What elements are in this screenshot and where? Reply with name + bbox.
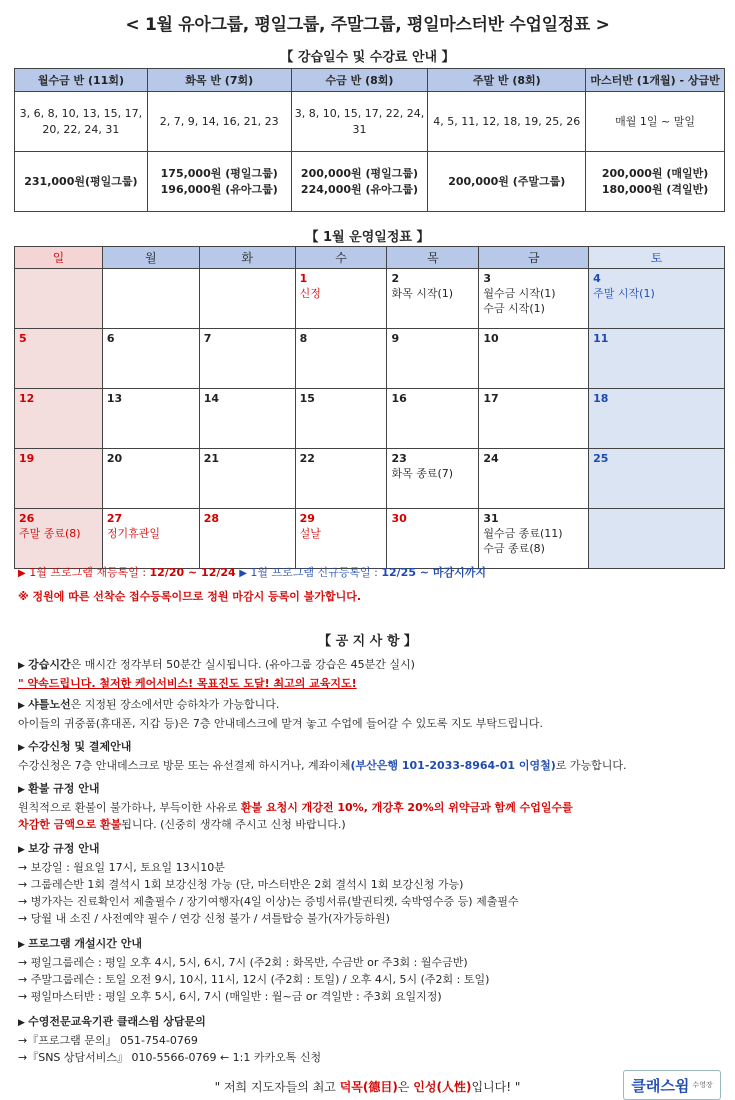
calendar-day-cell	[15, 509, 103, 569]
refund-text-end: 됩니다. (신중히 생각해 주시고 신청 바랍니다.)	[121, 818, 346, 831]
shuttle-text: 은 지정된 장소에서만 승하차가 가능합니다.	[70, 698, 280, 711]
day-number: 18	[593, 392, 609, 405]
calendar-heading: 【 1월 운영일정표 】	[305, 230, 430, 245]
makeup-item: → 그룹레슨반 1회 결석시 1회 보강신청 가능 (단, 마스터반은 2회 결석시 1회 보강신청 가능)	[18, 878, 464, 891]
calendar-day-cell	[479, 389, 589, 449]
fee-price: 200,000원 (매일반)	[601, 166, 709, 180]
day-number: 10	[483, 332, 499, 345]
contact-item: →『SNS 상담서비스』 010-5566-0769 ← 1:1 카카오톡 신청	[18, 1051, 322, 1064]
calendar-week-row	[15, 389, 725, 449]
fee-price-cell	[428, 152, 586, 212]
day-number: 9	[391, 332, 400, 345]
contact-block	[18, 1013, 723, 1066]
fee-dates-row	[15, 92, 725, 152]
calendar-day-cell	[387, 509, 479, 569]
shuttle-block	[18, 696, 723, 732]
promise-text: " 약속드립니다. 철저한 케어서비스! 목표진도 도달! 최고의 교육지도!	[18, 677, 357, 690]
registration-warning	[18, 588, 723, 605]
calendar-week-row	[15, 509, 725, 569]
calendar-day-cell	[102, 329, 199, 389]
calendar-day-cell	[199, 509, 295, 569]
day-number: 29	[299, 512, 315, 525]
day-number: 31	[483, 512, 499, 525]
logo-text: 클래스윔	[631, 1076, 690, 1095]
fee-prices-row	[15, 152, 725, 212]
open-times-item: → 평일마스터반 : 평일 오후 5시, 6시, 7시 (매일반 : 월~금 or 격일반 : 주3회 요일지정)	[18, 990, 442, 1003]
day-event: 주말 종료(8)	[19, 527, 81, 540]
makeup-item: → 병가자는 진료확인서 제출필수 / 장기여행자(4일 이상)는 증빙서류(발권티켓, 숙박영수증 등) 제출필수	[18, 895, 519, 908]
fee-price-cell	[147, 152, 291, 212]
day-event: 화목 시작(1)	[391, 287, 454, 300]
fee-col-header: 주말 반 (8회)	[428, 69, 586, 92]
calendar-day-cell	[295, 269, 387, 329]
fee-price-cell	[291, 152, 428, 212]
notice-heading: 【 공 지 사 항 】	[318, 634, 417, 649]
weekday-header: 금	[479, 247, 589, 269]
weekday-header: 수	[295, 247, 387, 269]
refund-penalty: 환불 요청시 개강전 10%, 개강후 20%의 위약금과 함께 수업일수를	[240, 801, 573, 814]
calendar-table	[14, 246, 725, 569]
fee-dates-cell: 매월 1일 ~ 말일	[586, 92, 725, 152]
calendar-day-cell	[102, 509, 199, 569]
calendar-day-cell	[199, 269, 295, 329]
contact-title: ▶ 수영전문교육기관 클래스윔 상담문의	[18, 1013, 723, 1032]
day-number: 28	[203, 512, 220, 525]
day-number: 6	[106, 332, 115, 345]
payment-block	[18, 738, 723, 774]
refund-title: ▶ 환불 규정 안내	[18, 780, 723, 799]
day-number: 12	[19, 392, 35, 405]
warning-text: ※ 정원에 따른 선착순 접수등록이므로 정원 마감시 등록이 불가합니다.	[18, 590, 362, 603]
weekday-header: 화	[199, 247, 295, 269]
shuttle-title: ▶ 샤틀노선	[18, 698, 71, 711]
day-event: 월수금 종료(11)	[483, 527, 563, 540]
calendar-day-cell	[589, 329, 725, 389]
fee-price-cell	[586, 152, 725, 212]
day-number: 19	[19, 452, 35, 465]
day-event: 수금 시작(1)	[483, 302, 545, 315]
calendar-day-cell	[199, 329, 295, 389]
day-event: 화목 종료(7)	[391, 467, 454, 480]
bank-account: (부산은행 101-2033-8964-01 이영철)	[350, 759, 556, 772]
calendar-day-cell	[199, 389, 295, 449]
day-event: 주말 시작(1)	[593, 287, 655, 300]
calendar-day-cell	[15, 449, 103, 509]
calendar-day-cell	[479, 329, 589, 389]
day-event: 설날	[299, 527, 321, 540]
slogan-virtue: 덕목(德目)	[339, 1080, 398, 1094]
day-number: 25	[593, 452, 609, 465]
day-number: 7	[203, 332, 212, 345]
fee-price: 200,000원 (평일그룹)	[300, 166, 419, 180]
fee-header-row	[15, 69, 725, 92]
makeup-title: ▶ 보강 규정 안내	[18, 840, 723, 859]
day-number: 11	[593, 332, 609, 345]
slogan-character: 인성(人性)	[413, 1080, 472, 1094]
day-number: 17	[483, 392, 499, 405]
calendar-day-cell	[589, 389, 725, 449]
calendar-day-cell	[199, 449, 295, 509]
fee-col-header: 수금 반 (8회)	[291, 69, 428, 92]
payment-text-end: 로 가능합니다.	[555, 759, 627, 772]
day-number: 22	[299, 452, 315, 465]
makeup-block	[18, 840, 723, 927]
day-number: 8	[299, 332, 308, 345]
calendar-week-row	[15, 269, 725, 329]
logo-subtext: 수영장	[692, 1081, 713, 1089]
refund-deduction: 차감한 금액으로 환불	[18, 818, 122, 831]
calendar-day-cell	[387, 449, 479, 509]
newreg-label: 1월 프로그램 신규등록일 :	[250, 566, 382, 579]
fee-dates-cell: 2, 7, 9, 14, 16, 21, 23	[147, 92, 291, 152]
payment-title: ▶ 수강신청 및 결제안내	[18, 738, 723, 757]
day-number: 23	[391, 452, 407, 465]
slogan-text: " 저희 지도자들의 최고	[214, 1080, 340, 1094]
calendar-day-cell	[387, 389, 479, 449]
day-number: 27	[106, 512, 123, 525]
calendar-day-cell	[479, 269, 589, 329]
weekday-row	[15, 247, 725, 269]
weekday-header: 목	[387, 247, 479, 269]
fee-price: 224,000원 (유아그룹)	[300, 182, 419, 196]
day-number: 21	[203, 452, 220, 465]
weekday-header: 월	[102, 247, 199, 269]
payment-text: 수강신청은 7층 안내데스크로 방문 또는 유선결제 하시거나, 계좌이체	[18, 759, 351, 772]
fee-price: 200,000원 (주말그룹)	[448, 174, 566, 188]
calendar-day-cell	[387, 269, 479, 329]
makeup-item: → 보강일 : 월요일 17시, 토요일 13시10분	[18, 861, 225, 874]
triangle-right-icon: ▶	[18, 568, 26, 579]
day-number: 14	[203, 392, 220, 405]
open-times-title: ▶ 프로그램 개설시간 안내	[18, 935, 723, 954]
class-time-text: 은 매시간 정각부터 50분간 실시됩니다. (유아그룹 강습은 45분간 실시)	[70, 658, 415, 671]
calendar-week-row	[15, 329, 725, 389]
refund-block	[18, 780, 723, 833]
day-number: 20	[106, 452, 123, 465]
page-title: < 1월 유아그룹, 평일그룹, 주말그룹, 평일마스터반 수업일정표 >	[125, 15, 610, 35]
fee-price: 175,000원 (평일그룹)	[160, 166, 278, 180]
calendar-day-cell	[295, 449, 387, 509]
calendar-day-cell	[295, 509, 387, 569]
fee-col-header: 마스터반 (1개월) - 상급반	[586, 69, 725, 92]
calendar-day-cell	[479, 509, 589, 569]
weekday-header: 일	[15, 247, 103, 269]
calendar-day-cell	[102, 449, 199, 509]
valuables-text: 아이들의 귀중품(휴대폰, 지갑 등)은 7층 안내데스크에 맡겨 놓고 수업에 들어갈 수 있도록 지도 부탁드립니다.	[18, 717, 543, 730]
calendar-week-row	[15, 449, 725, 509]
class-time-title: ▶ 강습시간	[18, 658, 71, 671]
slogan-text: 입니다! "	[471, 1080, 521, 1094]
open-times-item: → 평일그룹레슨 : 평일 오후 4시, 5시, 6시, 7시 (주2회 : 화목반, 수금반 or 주3회 : 월수금반)	[18, 956, 468, 969]
calendar-day-cell	[102, 389, 199, 449]
calendar-day-cell	[589, 509, 725, 569]
calendar-day-cell	[589, 269, 725, 329]
day-number: 30	[391, 512, 407, 525]
open-times-block	[18, 935, 723, 1005]
day-number: 4	[593, 272, 601, 285]
fee-price: 180,000원 (격일반)	[601, 182, 709, 196]
calendar-day-cell	[102, 269, 199, 329]
day-number: 16	[391, 392, 407, 405]
class-time-block	[18, 656, 723, 692]
fee-price: 231,000원(평일그룹)	[24, 174, 138, 188]
contact-item: →『프로그램 문의』 051-754-0769	[18, 1034, 198, 1047]
calendar-day-cell	[15, 389, 103, 449]
newreg-dates: 12/25 ~ 마감시까지	[381, 566, 486, 579]
refund-text: 원칙적으로 환불이 불가하나, 부득이한 사유로	[18, 801, 241, 814]
fee-col-header: 월수금 반 (11회)	[15, 69, 148, 92]
calendar-body	[15, 269, 725, 569]
day-number: 15	[299, 392, 315, 405]
calendar-day-cell	[479, 449, 589, 509]
calendar-day-cell	[295, 329, 387, 389]
fee-section-heading: 【 강습일수 및 수강료 안내 】	[280, 50, 455, 65]
rereg-label: 1월 프로그램 재등록일 :	[29, 566, 150, 579]
fee-table	[14, 68, 725, 212]
fee-price: 196,000원 (유아그룹)	[160, 182, 278, 196]
day-number: 2	[391, 272, 400, 285]
day-number: 1	[299, 272, 308, 285]
triangle-right-icon: ▶	[239, 568, 247, 579]
open-times-item: → 주말그룹레슨 : 토일 오전 9시, 10시, 11시, 12시 (주2회 : 토일) / 오후 4시, 5시 (주2회 : 토일)	[18, 973, 490, 986]
day-event: 수금 종료(8)	[483, 542, 545, 555]
fee-col-header: 화목 반 (7회)	[147, 69, 291, 92]
fee-price-cell	[15, 152, 148, 212]
calendar-day-cell	[15, 269, 103, 329]
calendar-day-cell	[15, 329, 103, 389]
day-event: 월수금 시작(1)	[483, 287, 556, 300]
brand-logo	[623, 1070, 721, 1100]
registration-info	[18, 564, 723, 582]
slogan-text: 은	[397, 1080, 414, 1094]
day-number: 26	[19, 512, 35, 525]
day-number: 5	[19, 332, 27, 345]
calendar-day-cell	[589, 449, 725, 509]
rereg-dates: 12/20 ~ 12/24	[149, 566, 236, 579]
weekday-header: 토	[589, 247, 725, 269]
day-number: 3	[483, 272, 491, 285]
day-number: 24	[483, 452, 499, 465]
fee-dates-cell: 4, 5, 11, 12, 18, 19, 25, 26	[428, 92, 586, 152]
fee-dates-cell: 3, 6, 8, 10, 13, 15, 17, 20, 22, 24, 31	[15, 92, 148, 152]
calendar-day-cell	[387, 329, 479, 389]
calendar-day-cell	[295, 389, 387, 449]
day-event: 정기휴관일	[106, 527, 161, 540]
fee-dates-cell: 3, 8, 10, 15, 17, 22, 24, 31	[291, 92, 428, 152]
day-number: 13	[106, 392, 123, 405]
makeup-item: → 당월 내 소진 / 사전예약 필수 / 연강 신청 불가 / 셔틀탑승 불가(자가등하원)	[18, 912, 390, 925]
day-event: 신정	[299, 287, 321, 300]
